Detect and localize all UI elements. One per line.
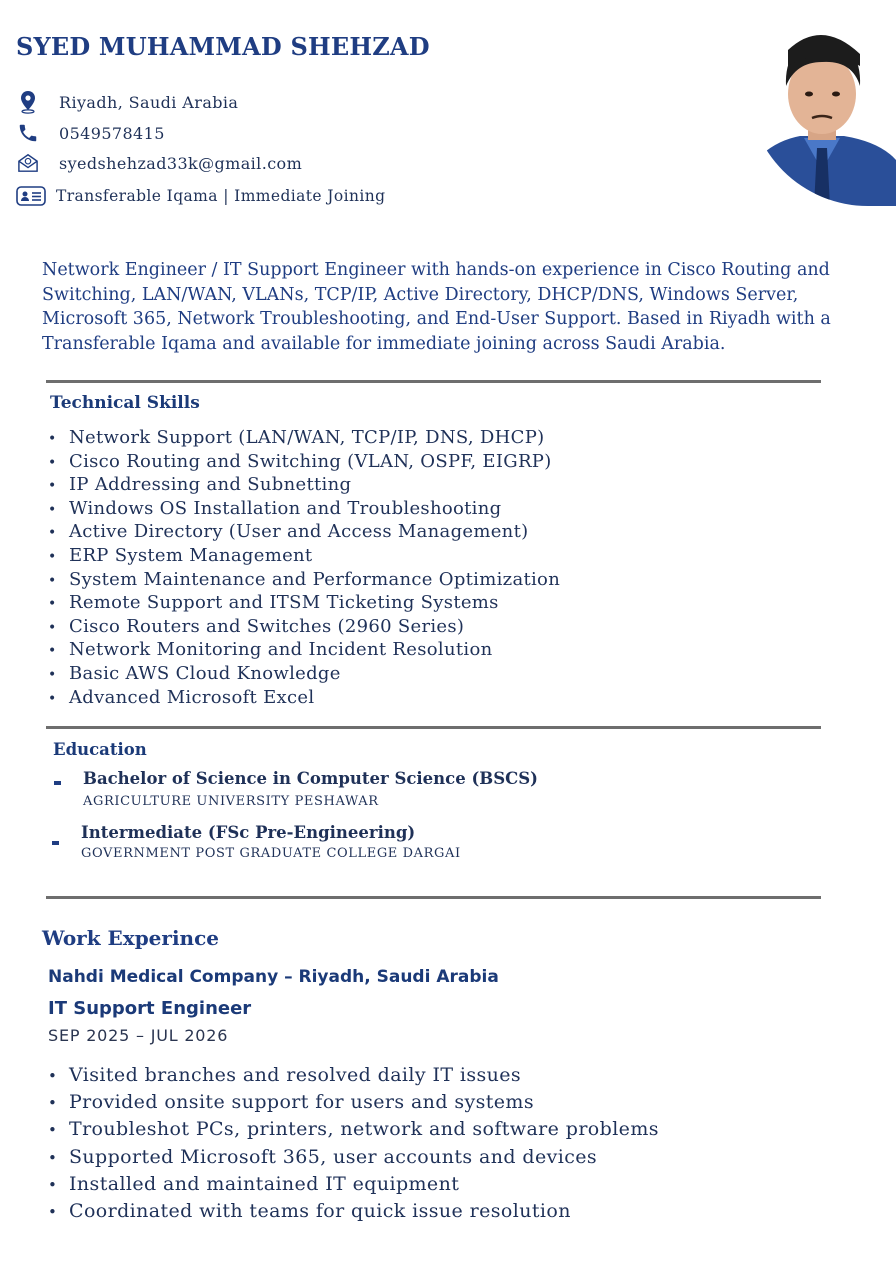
education-school: GOVERNMENT POST GRADUATE COLLEGE DARGAI	[81, 846, 461, 861]
contact-email	[16, 152, 302, 174]
phone-text[interactable]: 0549578415	[59, 123, 165, 143]
location-text: Riyadh, Saudi Arabia	[59, 92, 239, 112]
skills-heading: Technical Skills	[50, 393, 200, 413]
section-divider	[46, 896, 821, 899]
candidate-name: SYED MUHAMMAD SHEHZAD	[16, 32, 430, 61]
education-degree: Intermediate (FSc Pre-Engineering)	[81, 823, 416, 842]
section-divider	[46, 380, 821, 383]
list-item: • Windows OS Installation and Troubleshooting	[48, 497, 502, 519]
list-item: • Active Directory (User and Access Management)	[48, 521, 529, 543]
list-item: • Visited branches and resolved daily IT issues	[48, 1064, 522, 1086]
list-item: • Remote Support and ITSM Ticketing Systems	[48, 592, 499, 614]
bullet-marker	[54, 781, 61, 785]
skills-list	[48, 426, 560, 709]
list-item: • Cisco Routing and Switching (VLAN, OSPF, EIGRP)	[48, 450, 552, 472]
map-pin-icon	[16, 91, 40, 113]
contact-location	[16, 91, 238, 113]
company-name: Nahdi Medical Company – Riyadh, Saudi Arabia	[48, 967, 499, 987]
list-item: • Network Support (LAN/WAN, TCP/IP, DNS, DHCP)	[48, 427, 545, 448]
list-item: • ERP System Management	[48, 544, 313, 566]
list-item: • Network Monitoring and Incident Resolution	[48, 639, 493, 661]
phone-icon	[16, 122, 40, 144]
list-item: • Supported Microsoft 365, user accounts and devices	[48, 1145, 598, 1168]
list-item: • System Maintenance and Performance Optimization	[48, 568, 561, 590]
list-item: • Coordinated with teams for quick issue resolution	[48, 1199, 571, 1222]
profile-photo	[748, 20, 896, 206]
list-item: • Basic AWS Cloud Knowledge	[48, 662, 341, 684]
contact-iqama	[16, 185, 385, 207]
envelope-icon	[16, 152, 40, 174]
list-item: • Installed and maintained IT equipment	[48, 1172, 460, 1195]
education-degree: Bachelor of Science in Computer Science (BSCS)	[83, 769, 538, 788]
id-card-icon	[16, 185, 46, 207]
section-divider	[46, 726, 821, 729]
profile-summary: Network Engineer / IT Support Engineer with hands-on experience in Cisco Routing and Switching, LAN/WAN, VLANs, TCP/IP, Active Directory, DHCP/DNS, Windows Server, Microsoft 365, Network Troubleshooting, and End-User Support. Based in Riyadh with a Transferable Iqama and available for immediate joining across Saudi Arabia.	[42, 260, 831, 354]
list-item: • Troubleshot PCs, printers, network and software problems	[48, 1118, 659, 1141]
iqama-text: Transferable Iqama | Immediate Joining	[56, 187, 386, 205]
list-item: • Cisco Routers and Switches (2960 Series)	[48, 615, 465, 637]
contact-phone	[16, 122, 165, 144]
education-heading: Education	[53, 740, 147, 759]
email-text[interactable]: syedshehzad33k@gmail.com	[59, 153, 303, 173]
job-title: IT Support Engineer	[48, 998, 252, 1019]
list-item: • Provided onsite support for users and systems	[48, 1091, 535, 1114]
duties-list	[48, 1062, 659, 1225]
employment-dates: SEP 2025 – JUL 2026	[48, 1026, 229, 1045]
education-school: AGRICULTURE UNIVERSITY PESHAWAR	[83, 794, 379, 809]
list-item: • Advanced Microsoft Excel	[48, 686, 315, 708]
list-item: • IP Addressing and Subnetting	[48, 474, 352, 496]
work-heading: Work Experince	[42, 926, 219, 950]
bullet-marker	[52, 841, 59, 845]
